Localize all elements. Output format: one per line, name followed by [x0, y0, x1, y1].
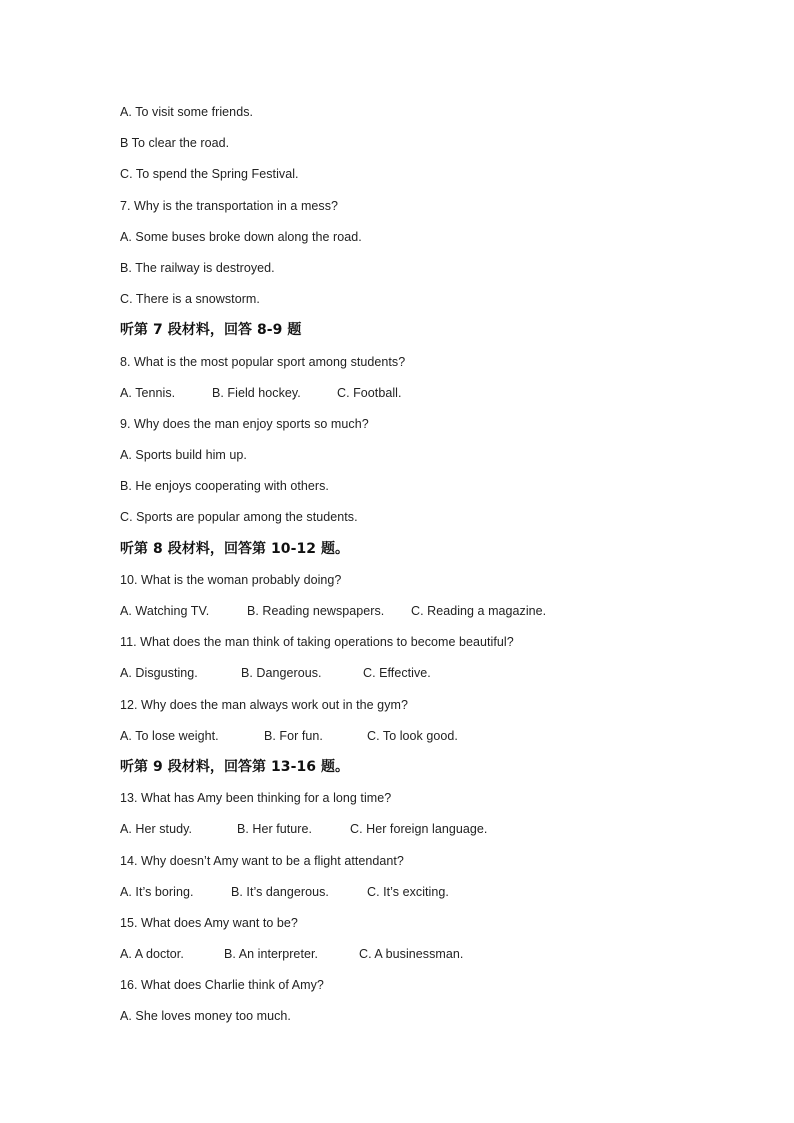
- option-line: A. Some buses broke down along the road.: [120, 229, 362, 244]
- question-15: 15. What does Amy want to be?: [120, 915, 298, 930]
- options-row: [120, 664, 720, 695]
- options-row: [120, 820, 720, 851]
- question-14: 14. Why doesn’t Amy want to be a flight attendant?: [120, 853, 404, 868]
- document-page: [120, 103, 720, 1039]
- option-line: C. Sports are popular among the students.: [120, 510, 358, 525]
- option-c: C. Football.: [337, 385, 402, 400]
- option-line: B To clear the road.: [120, 136, 230, 151]
- option-c: C. A businessman.: [359, 947, 464, 962]
- option-c: C. Her foreign language.: [350, 822, 488, 837]
- option-c: C. To look good.: [367, 728, 458, 743]
- option-b: B. An interpreter.: [224, 947, 319, 962]
- question-11: 11. What does the man think of taking operations to become beautiful?: [120, 635, 514, 650]
- options-row: [120, 945, 720, 976]
- option-a: A. It’s boring.: [120, 884, 194, 899]
- option-line: A. To visit some friends.: [120, 105, 254, 119]
- option-a: A. Her study.: [120, 822, 192, 837]
- section-heading-8: 听第 8 段材料，回答第 10-12 题。: [120, 540, 350, 557]
- options-row: [120, 727, 720, 758]
- option-a: A. Disgusting.: [120, 666, 198, 681]
- option-line: B. The railway is destroyed.: [120, 260, 275, 275]
- question-13: 13. What has Amy been thinking for a long time?: [120, 791, 392, 806]
- option-b: B. Field hockey.: [212, 385, 301, 400]
- option-c: C. Effective.: [363, 666, 431, 681]
- option-c: C. Reading a magazine.: [411, 604, 547, 618]
- option-b: B. For fun.: [264, 728, 323, 743]
- options-row: [120, 883, 720, 914]
- option-line: C. There is a snowstorm.: [120, 292, 260, 307]
- question-7: 7. Why is the transportation in a mess?: [120, 198, 339, 213]
- option-line: A. Sports build him up.: [120, 448, 247, 463]
- question-16: 16. What does Charlie think of Amy?: [120, 978, 324, 993]
- option-b: B. Reading newspapers.: [247, 604, 385, 618]
- question-12: 12. Why does the man always work out in the gym?: [120, 697, 408, 712]
- option-b: B. Her future.: [237, 822, 313, 837]
- option-line: C. To spend the Spring Festival.: [120, 167, 299, 182]
- question-10: 10. What is the woman probably doing?: [120, 572, 342, 587]
- option-b: B. It’s dangerous.: [231, 884, 329, 899]
- options-row: [120, 602, 720, 633]
- option-line: A. She loves money too much.: [120, 1009, 291, 1024]
- option-a: A. Watching TV.: [120, 604, 210, 618]
- option-line: B. He enjoys cooperating with others.: [120, 479, 329, 494]
- option-b: B. Dangerous.: [241, 666, 322, 681]
- question-8: 8. What is the most popular sport among students?: [120, 354, 406, 369]
- option-a: A. Tennis.: [120, 385, 176, 400]
- option-c: C. It’s exciting.: [367, 884, 449, 899]
- section-heading-7: 听第 7 段材料，回答 8-9 题: [120, 322, 302, 339]
- option-a: A. To lose weight.: [120, 728, 219, 743]
- question-9: 9. Why does the man enjoy sports so much?: [120, 416, 369, 431]
- options-row: [120, 384, 720, 415]
- section-heading-9: 听第 9 段材料，回答第 13-16 题。: [120, 758, 350, 775]
- option-a: A. A doctor.: [120, 947, 184, 962]
